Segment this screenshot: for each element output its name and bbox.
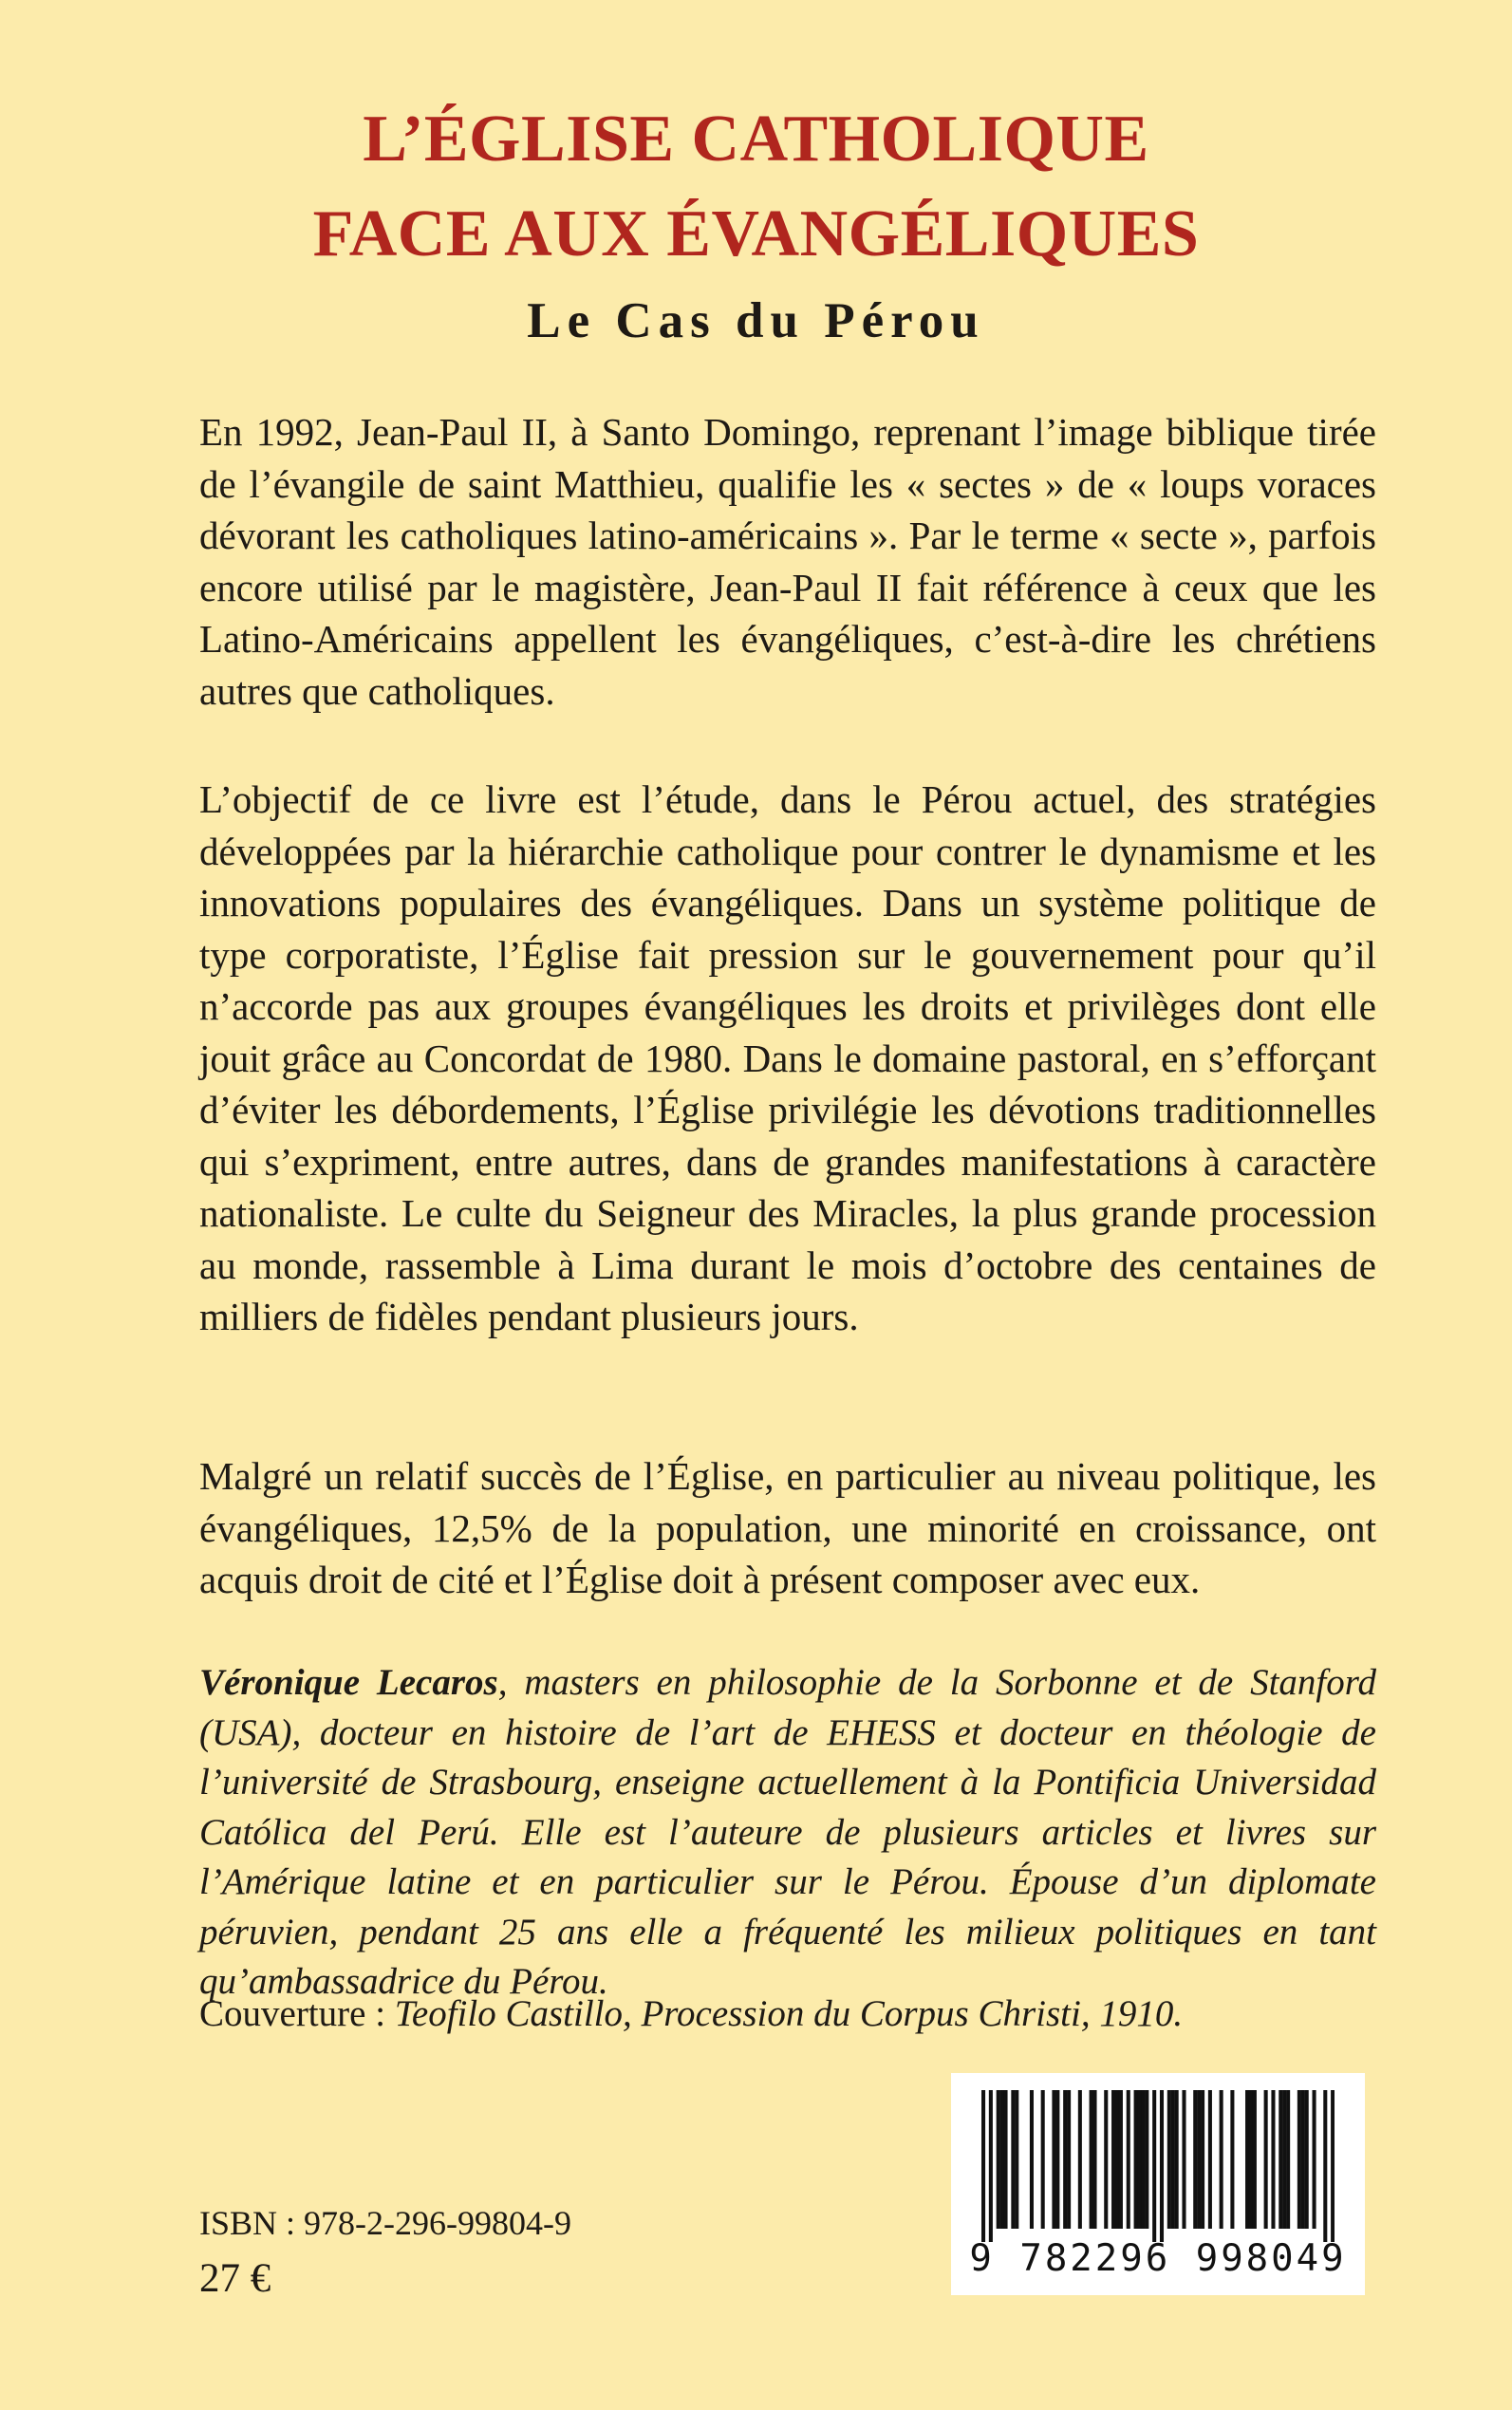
- barcode-bar: [1092, 2090, 1096, 2229]
- barcode-bar: [1015, 2090, 1018, 2229]
- paragraph-text: En 1992, Jean-Paul II, à Santo Domingo, reprenant l’image biblique tirée de l’évangile de saint Matthieu, qualifie les « sectes » de « loups voraces dévorant les catholiques latino-américains ». Par le terme « secte », parfois encore utilisé par le magistère, Jean-Paul II fait référence à ceux que les Latino-Américains appellent les évangéliques, c’est-à-dire les chrétiens autres que catholiques.: [199, 410, 1376, 713]
- barcode-guard-bar: [981, 2090, 985, 2242]
- barcode-bar: [1282, 2090, 1286, 2229]
- barcode-bar: [1067, 2090, 1071, 2229]
- title-line-2: FACE AUX ÉVANGÉLIQUES: [312, 197, 1200, 271]
- summary-paragraph-2: [199, 774, 1376, 1343]
- summary-paragraph-1: [199, 406, 1376, 717]
- barcode-bars: [981, 2090, 1335, 2242]
- barcode-bar: [1182, 2090, 1185, 2229]
- title-line-1: L’ÉGLISE CATHOLIQUE: [363, 103, 1149, 176]
- isbn: ISBN : 978-2-296-99804-9: [199, 2204, 571, 2242]
- barcode-guard-bar: [989, 2090, 993, 2242]
- barcode-bar: [1249, 2090, 1253, 2229]
- barcode-bar: [1052, 2090, 1055, 2229]
- barcode-bar: [1030, 2090, 1034, 2229]
- barcode-bar: [1090, 2090, 1093, 2229]
- barcode-number: 9 782296 998049: [969, 2237, 1347, 2280]
- barcode-bar: [1104, 2090, 1108, 2229]
- price: 27 €: [199, 2256, 271, 2301]
- paragraph-text: Malgré un relatif succès de l’Église, en particulier au niveau politique, les évangéliques, 12,5% de la population, une minorité en croissance, ont acquis droit de cité et l’Église doit à présent composer avec eux.: [199, 1454, 1376, 1601]
- barcode-bar: [1197, 2090, 1201, 2229]
- barcode-bar: [1245, 2090, 1249, 2229]
- barcode-bar: [1041, 2090, 1045, 2229]
- barcode-guard-bar: [1152, 2090, 1156, 2242]
- barcode: [951, 2073, 1365, 2295]
- barcode-bar: [1208, 2090, 1212, 2229]
- barcode-bar: [1297, 2090, 1301, 2229]
- barcode-bar: [1220, 2090, 1223, 2229]
- barcode-bar: [1127, 2090, 1130, 2229]
- barcode-bar: [1167, 2090, 1171, 2229]
- barcode-bar: [1119, 2090, 1123, 2229]
- barcode-bar: [1305, 2090, 1309, 2229]
- barcode-bar: [1301, 2090, 1305, 2229]
- author-bio: [199, 1658, 1376, 2008]
- barcode-bar: [1193, 2090, 1197, 2229]
- barcode-bar: [1011, 2090, 1015, 2229]
- barcode-bar: [1115, 2090, 1119, 2229]
- barcode-bar: [1264, 2090, 1268, 2229]
- paragraph-text: L’objectif de ce livre est l’étude, dans le Pérou actuel, des stratégies développées par la hiérarchie catholique pour contrer le dynamisme et les innovations populaires des évangéliques. Dans un système politique de type corporatiste, l’Église fait pression sur le gouvernement pour qu’il n’accorde pas aux groupes évangéliques les droits et privilèges dont elle jouit grâce au Concordat de 1980. Dans le domaine pastoral, en s’efforçant d’éviter les débordements, l’Église privilégie les dévotions traditionnelles qui s’expriment, entre autres, dans de grandes manifestations à caractère nationaliste. Le culte du Seigneur des Miracles, la plus grande procession au monde, rassemble à Lima durant le mois d’octobre des centaines de milliers de fidèles pendant plusieurs jours.: [199, 777, 1376, 1338]
- barcode-bar: [1279, 2090, 1282, 2229]
- barcode-guard-bar: [1160, 2090, 1164, 2242]
- barcode-bar: [1171, 2090, 1175, 2229]
- barcode-bar: [1134, 2090, 1138, 2229]
- author-name: Véronique Lecaros: [199, 1662, 498, 1703]
- barcode-guard-bar: [1331, 2090, 1335, 2242]
- barcode-bar: [1201, 2090, 1204, 2229]
- barcode-bar: [1253, 2090, 1257, 2229]
- barcode-bar: [1230, 2090, 1234, 2229]
- barcode-bar: [1175, 2090, 1179, 2229]
- barcode-bar: [1145, 2090, 1148, 2229]
- barcode-bar: [1141, 2090, 1145, 2229]
- barcode-bar: [1003, 2090, 1007, 2229]
- cover-credit-label: Couverture :: [199, 1993, 395, 2034]
- subtitle: Le Cas du Pérou: [527, 293, 985, 348]
- barcode-bar: [1313, 2090, 1316, 2229]
- author-bio-text: , masters en philosophie de la Sorbonne et de Stanford (USA), docteur en histoire de l’art de EHESS et docteur en théologie de l’université de Strasbourg, enseigne actuellement à la Pontificia Universidad Católica del Perú. Elle est l’auteure de plusieurs articles et livres sur l’Amérique latine et en particulier sur le Pérou. Épouse d’un diplomate péruvien, pendant 25 ans elle a fréquenté les milieux politiques en tant qu’ambassadrice du Pérou.: [199, 1662, 1376, 2002]
- summary-paragraph-3: [199, 1450, 1376, 1606]
- barcode-bar: [1111, 2090, 1115, 2229]
- barcode-bar: [1137, 2090, 1141, 2229]
- cover-credit: [199, 1990, 1376, 2039]
- barcode-bar: [1286, 2090, 1290, 2229]
- barcode-bar: [1078, 2090, 1082, 2229]
- cover-credit-text: Teofilo Castillo, Procession du Corpus Christi, 1910.: [394, 1993, 1184, 2034]
- barcode-bar: [997, 2090, 1000, 2229]
- barcode-bar: [1271, 2090, 1275, 2229]
- barcode-bar: [1000, 2090, 1004, 2229]
- barcode-bar: [1055, 2090, 1059, 2229]
- barcode-guard-bar: [1323, 2090, 1327, 2242]
- barcode-bar: [1063, 2090, 1067, 2229]
